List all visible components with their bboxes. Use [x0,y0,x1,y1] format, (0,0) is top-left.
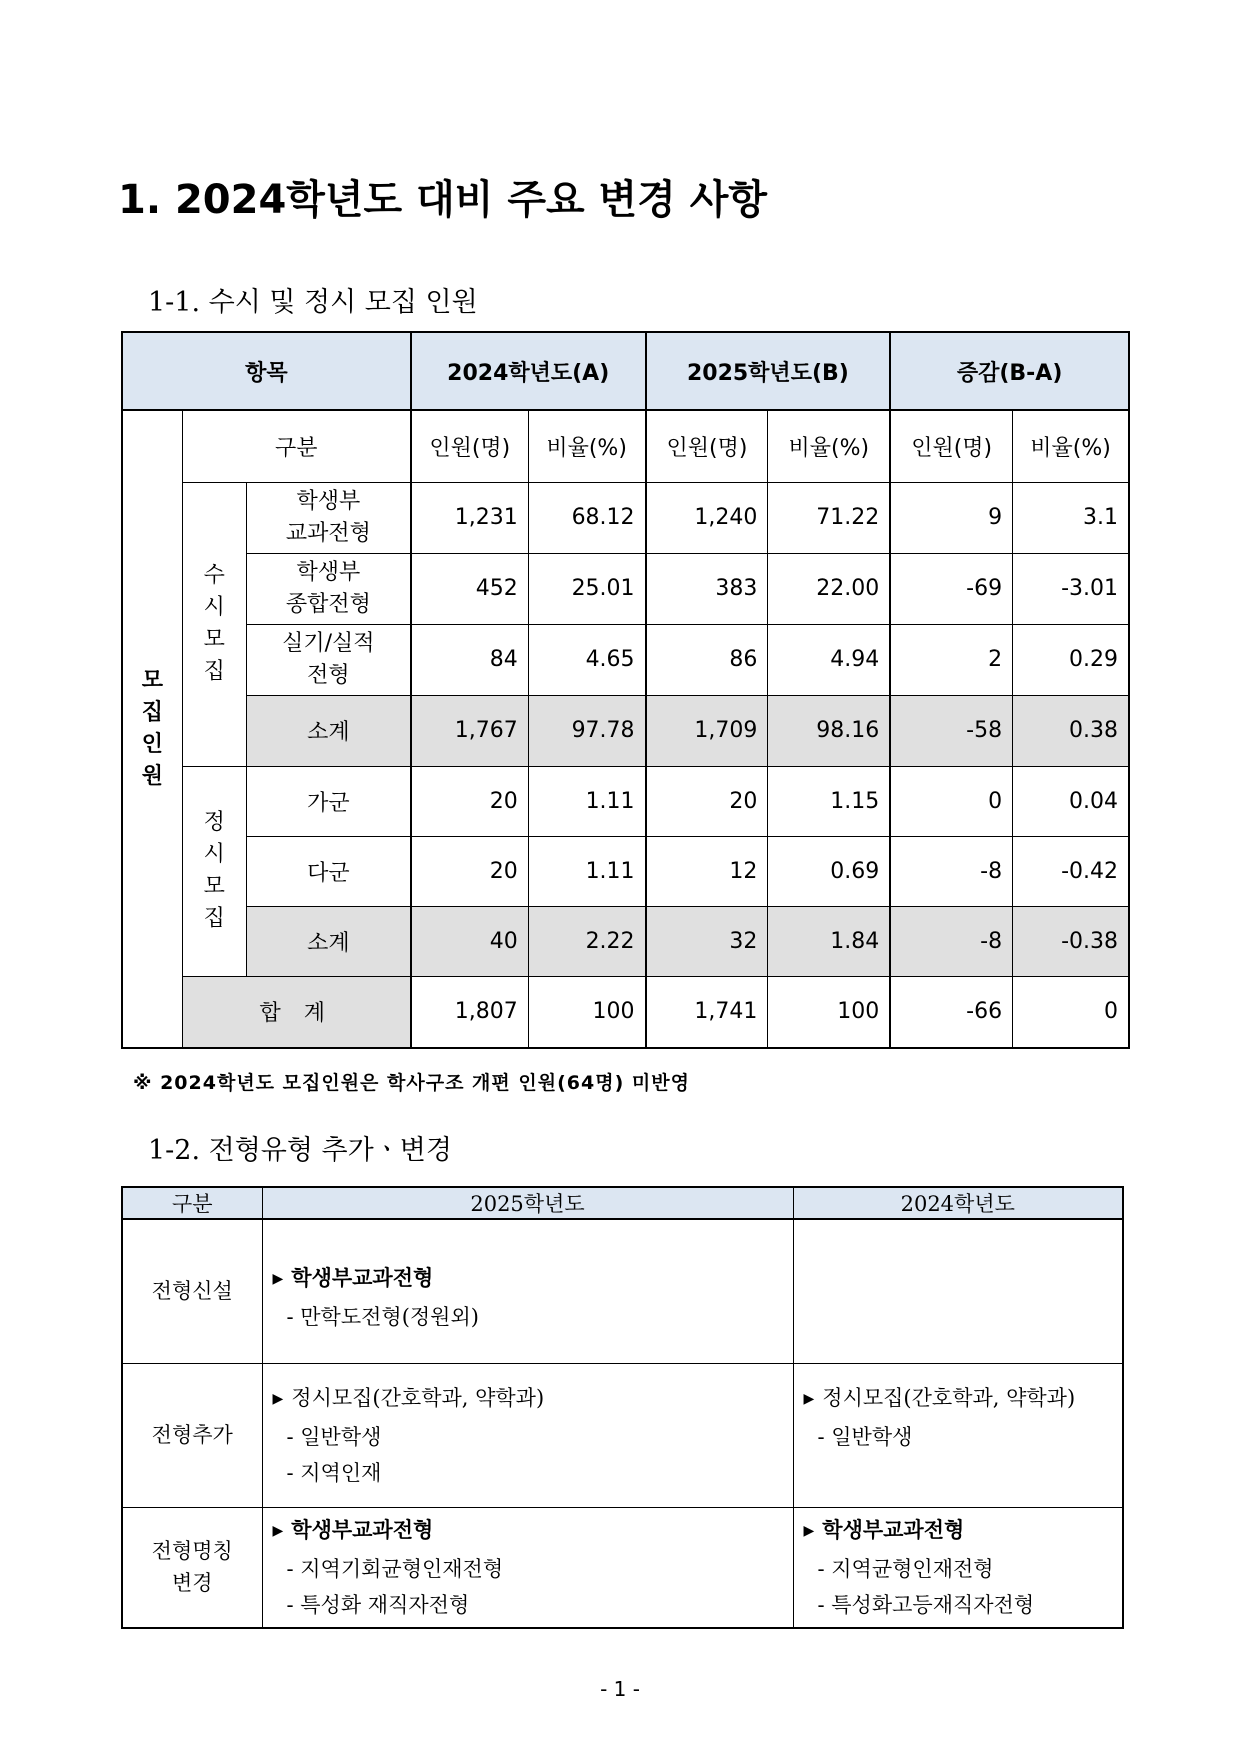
cell-2025-ratio: 98.16 [768,695,890,766]
cell-2025-ratio: 4.94 [768,624,890,695]
triangle-right-icon: ▶ [272,1522,284,1539]
side-label-recruitment: 모 집 인 원 [122,410,182,1048]
cell-2024-ratio: 1.11 [528,836,645,906]
section-title-admission-types: 1-2. 전형유형 추가ㆍ변경 [148,1135,452,1166]
cell-diff-ratio: -0.38 [1013,906,1129,976]
subheader-ratio: 비율(%) [1013,410,1129,482]
cell-2024-people: 84 [411,624,528,695]
row-label: 가군 [246,766,411,836]
cell-diff-ratio: -3.01 [1013,553,1129,624]
cell-2025-ratio: 71.22 [768,482,890,553]
cell-diff-ratio: 0.38 [1013,695,1129,766]
total-row [122,976,1129,1048]
subheader-people: 인원(명) [646,410,768,482]
cell-2024-people: 1,807 [411,976,528,1048]
subheader-category: 구분 [182,410,411,482]
admission-type-table [121,1186,1124,1629]
cell-2024: ▶ 정시모집(간호학과, 약학과) - 일반학생 [793,1363,1123,1507]
cell-2024-ratio: 25.01 [528,553,645,624]
cell-2025-people: 1,741 [646,976,768,1048]
cell-diff-ratio: 0.29 [1013,624,1129,695]
cell-diff-ratio: 3.1 [1013,482,1129,553]
cell-2024-ratio: 100 [528,976,645,1048]
subheader-people: 인원(명) [411,410,528,482]
row-label: 전형신설 [122,1219,262,1363]
table-row [122,482,1129,553]
row-label: 전형추가 [122,1363,262,1507]
row-label: 소계 [246,906,411,976]
section-title-recruitment: 1-1. 수시 및 정시 모집 인원 [148,287,478,318]
cell-2025-ratio: 0.69 [768,836,890,906]
cell-2025-people: 1,709 [646,695,768,766]
table-row [122,836,1129,906]
cell-2024-people: 452 [411,553,528,624]
subheader-ratio: 비율(%) [528,410,645,482]
cell-diff-people: -8 [890,906,1012,976]
cell-2025-people: 32 [646,906,768,976]
cell-2025: ▶ 학생부교과전형 - 만학도전형(정원외) [262,1219,793,1363]
row-label: 실기/실적 전형 [246,624,411,695]
table-row [122,1507,1123,1628]
cell-2025-people: 20 [646,766,768,836]
row-label: 다군 [246,836,411,906]
group-label-susi: 수 시 모 집 [182,482,246,766]
header-2025: 2025학년도(B) [646,332,891,410]
cell-2024: ▶ 학생부교과전형 - 지역균형인재전형 - 특성화고등재직자전형 [793,1507,1123,1628]
subtotal-row [122,906,1129,976]
table-row [122,766,1129,836]
cell-diff-people: 2 [890,624,1012,695]
triangle-right-icon: ▶ [803,1522,815,1539]
header-category: 구분 [122,1187,262,1219]
row-label: 소계 [246,695,411,766]
cell-2024-people: 1,767 [411,695,528,766]
table-row [122,553,1129,624]
cell-diff-people: -8 [890,836,1012,906]
table-row [122,1363,1123,1507]
recruitment-table [121,331,1130,1049]
triangle-right-icon: ▶ [272,1271,284,1287]
cell-2025-people: 383 [646,553,768,624]
cell-2025-people: 86 [646,624,768,695]
header-item: 항목 [122,332,411,410]
subheader-ratio: 비율(%) [768,410,890,482]
triangle-right-icon: ▶ [803,1390,815,1407]
table-row [122,1219,1123,1363]
cell-2025-ratio: 22.00 [768,553,890,624]
cell-2024-empty [793,1219,1123,1363]
cell-diff-ratio: 0.04 [1013,766,1129,836]
cell-2025-ratio: 100 [768,976,890,1048]
row-label: 학생부 종합전형 [246,553,411,624]
row-label: 전형명칭 변경 [122,1507,262,1628]
cell-2025: ▶ 학생부교과전형 - 지역기회균형인재전형 - 특성화 재직자전형 [262,1507,793,1628]
total-label: 합 계 [182,976,411,1048]
cell-2025-people: 12 [646,836,768,906]
header-diff: 증감(B-A) [890,332,1129,410]
page-number: - 1 - [600,1677,640,1701]
row-label: 학생부 교과전형 [246,482,411,553]
header-2024: 2024학년도(A) [411,332,646,410]
cell-2024-people: 20 [411,766,528,836]
cell-2024-people: 1,231 [411,482,528,553]
cell-2024-ratio: 4.65 [528,624,645,695]
header-2025: 2025학년도 [262,1187,793,1219]
cell-2025-ratio: 1.15 [768,766,890,836]
cell-diff-ratio: -0.42 [1013,836,1129,906]
cell-diff-people: 0 [890,766,1012,836]
cell-2024-ratio: 1.11 [528,766,645,836]
subheader-people: 인원(명) [890,410,1012,482]
cell-diff-ratio: 0 [1013,976,1129,1048]
triangle-right-icon: ▶ [272,1390,284,1407]
header-2024: 2024학년도 [793,1187,1123,1219]
cell-2025-ratio: 1.84 [768,906,890,976]
table-note: ※ 2024학년도 모집인원은 학사구조 개편 인원(64명) 미반영 [133,1072,690,1094]
cell-2024-people: 20 [411,836,528,906]
cell-2024-ratio: 2.22 [528,906,645,976]
cell-2025: ▶ 정시모집(간호학과, 약학과) - 일반학생 - 지역인재 [262,1363,793,1507]
cell-diff-people: -66 [890,976,1012,1048]
cell-2025-people: 1,240 [646,482,768,553]
page-heading: 1. 2024학년도 대비 주요 변경 사항 [118,177,768,223]
group-label-jeongsi: 정 시 모 집 [182,766,246,976]
table-row [122,624,1129,695]
subtotal-row [122,695,1129,766]
cell-diff-people: -58 [890,695,1012,766]
cell-2024-ratio: 97.78 [528,695,645,766]
cell-2024-people: 40 [411,906,528,976]
cell-diff-people: 9 [890,482,1012,553]
cell-2024-ratio: 68.12 [528,482,645,553]
cell-diff-people: -69 [890,553,1012,624]
